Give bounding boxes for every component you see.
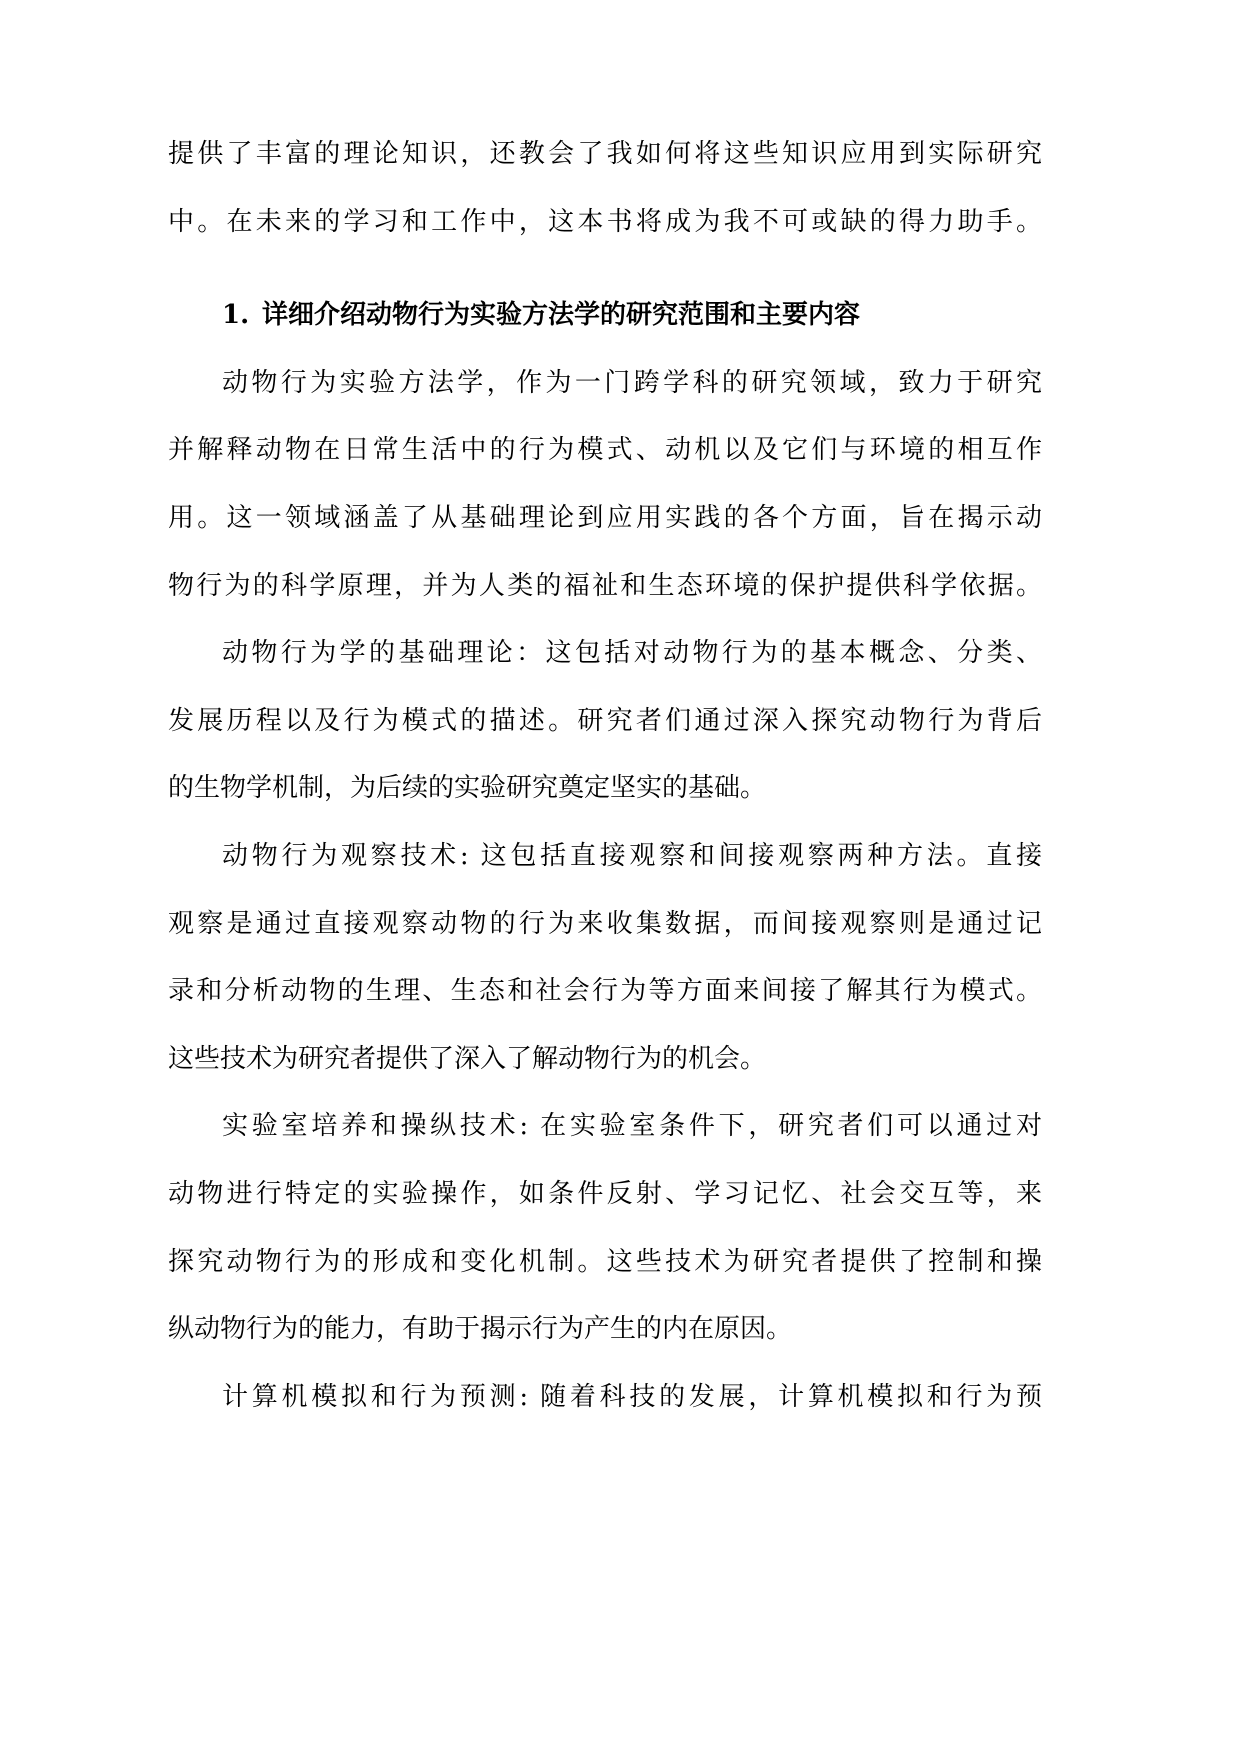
text-line: 物行为的科学原理，并为人类的福祉和生态环境的保护提供科学依据。 — [168, 570, 1042, 601]
text-line: 实验室培养和操纵技术: 在实验室条件下，研究者们可以通过对 — [222, 1111, 1042, 1142]
text-line: 观察是通过直接观察动物的行为来收集数据，而间接观察则是通过记 — [168, 908, 1042, 939]
heading-text: 详细介绍动物行为实验方法学的研究范围和主要内容 — [262, 300, 861, 331]
paragraph-computer-simulation — [168, 1364, 1042, 1432]
paragraph-continuation — [168, 121, 1042, 256]
text-line: 动物行为观察技术: 这包括直接观察和间接观察两种方法。直接 — [222, 840, 1042, 871]
text-line: 中。在未来的学习和工作中，这本书将成为我不可或缺的得力助手。 — [168, 206, 1042, 237]
paragraph-observation-techniques — [168, 823, 1042, 1093]
text-line: 录和分析动物的生理、生态和社会行为等方面来间接了解其行为模式。 — [168, 976, 1042, 1007]
text-line: 动物行为学的基础理论：这包括对动物行为的基本概念、分类、 — [222, 638, 1042, 669]
text-line: 的生物学机制，为后续的实验研究奠定坚实的基础。 — [168, 773, 767, 804]
text-line: 这些技术为研究者提供了深入了解动物行为的机会。 — [168, 1043, 767, 1074]
text-line: 动物进行特定的实验操作，如条件反射、学习记忆、社会交互等，来 — [168, 1178, 1042, 1209]
text-line: 动物行为实验方法学，作为一门跨学科的研究领域，致力于研究 — [222, 367, 1042, 398]
text-line: 探究动物行为的形成和变化机制。这些技术为研究者提供了控制和操 — [168, 1246, 1042, 1277]
text-line: 并解释动物在日常生活中的行为模式、动机以及它们与环境的相互作 — [168, 435, 1042, 466]
heading-number: 1. — [222, 300, 250, 331]
text-line: 发展历程以及行为模式的描述。研究者们通过深入探究动物行为背后 — [168, 705, 1042, 736]
paragraph-lab-techniques — [168, 1093, 1042, 1363]
text-line: 计算机模拟和行为预测: 随着科技的发展，计算机模拟和行为预 — [222, 1381, 1042, 1412]
text-line: 纵动物行为的能力，有助于揭示行为产生的内在原因。 — [168, 1314, 793, 1345]
paragraph-research-scope — [168, 350, 1042, 620]
text-line: 提供了丰富的理论知识，还教会了我如何将这些知识应用到实际研究 — [168, 139, 1042, 169]
document-body — [168, 121, 1042, 1431]
text-line: 用。这一领域涵盖了从基础理论到应用实践的各个方面，旨在揭示动 — [168, 502, 1042, 533]
section-heading — [168, 282, 1042, 350]
paragraph-basic-theory — [168, 620, 1042, 823]
